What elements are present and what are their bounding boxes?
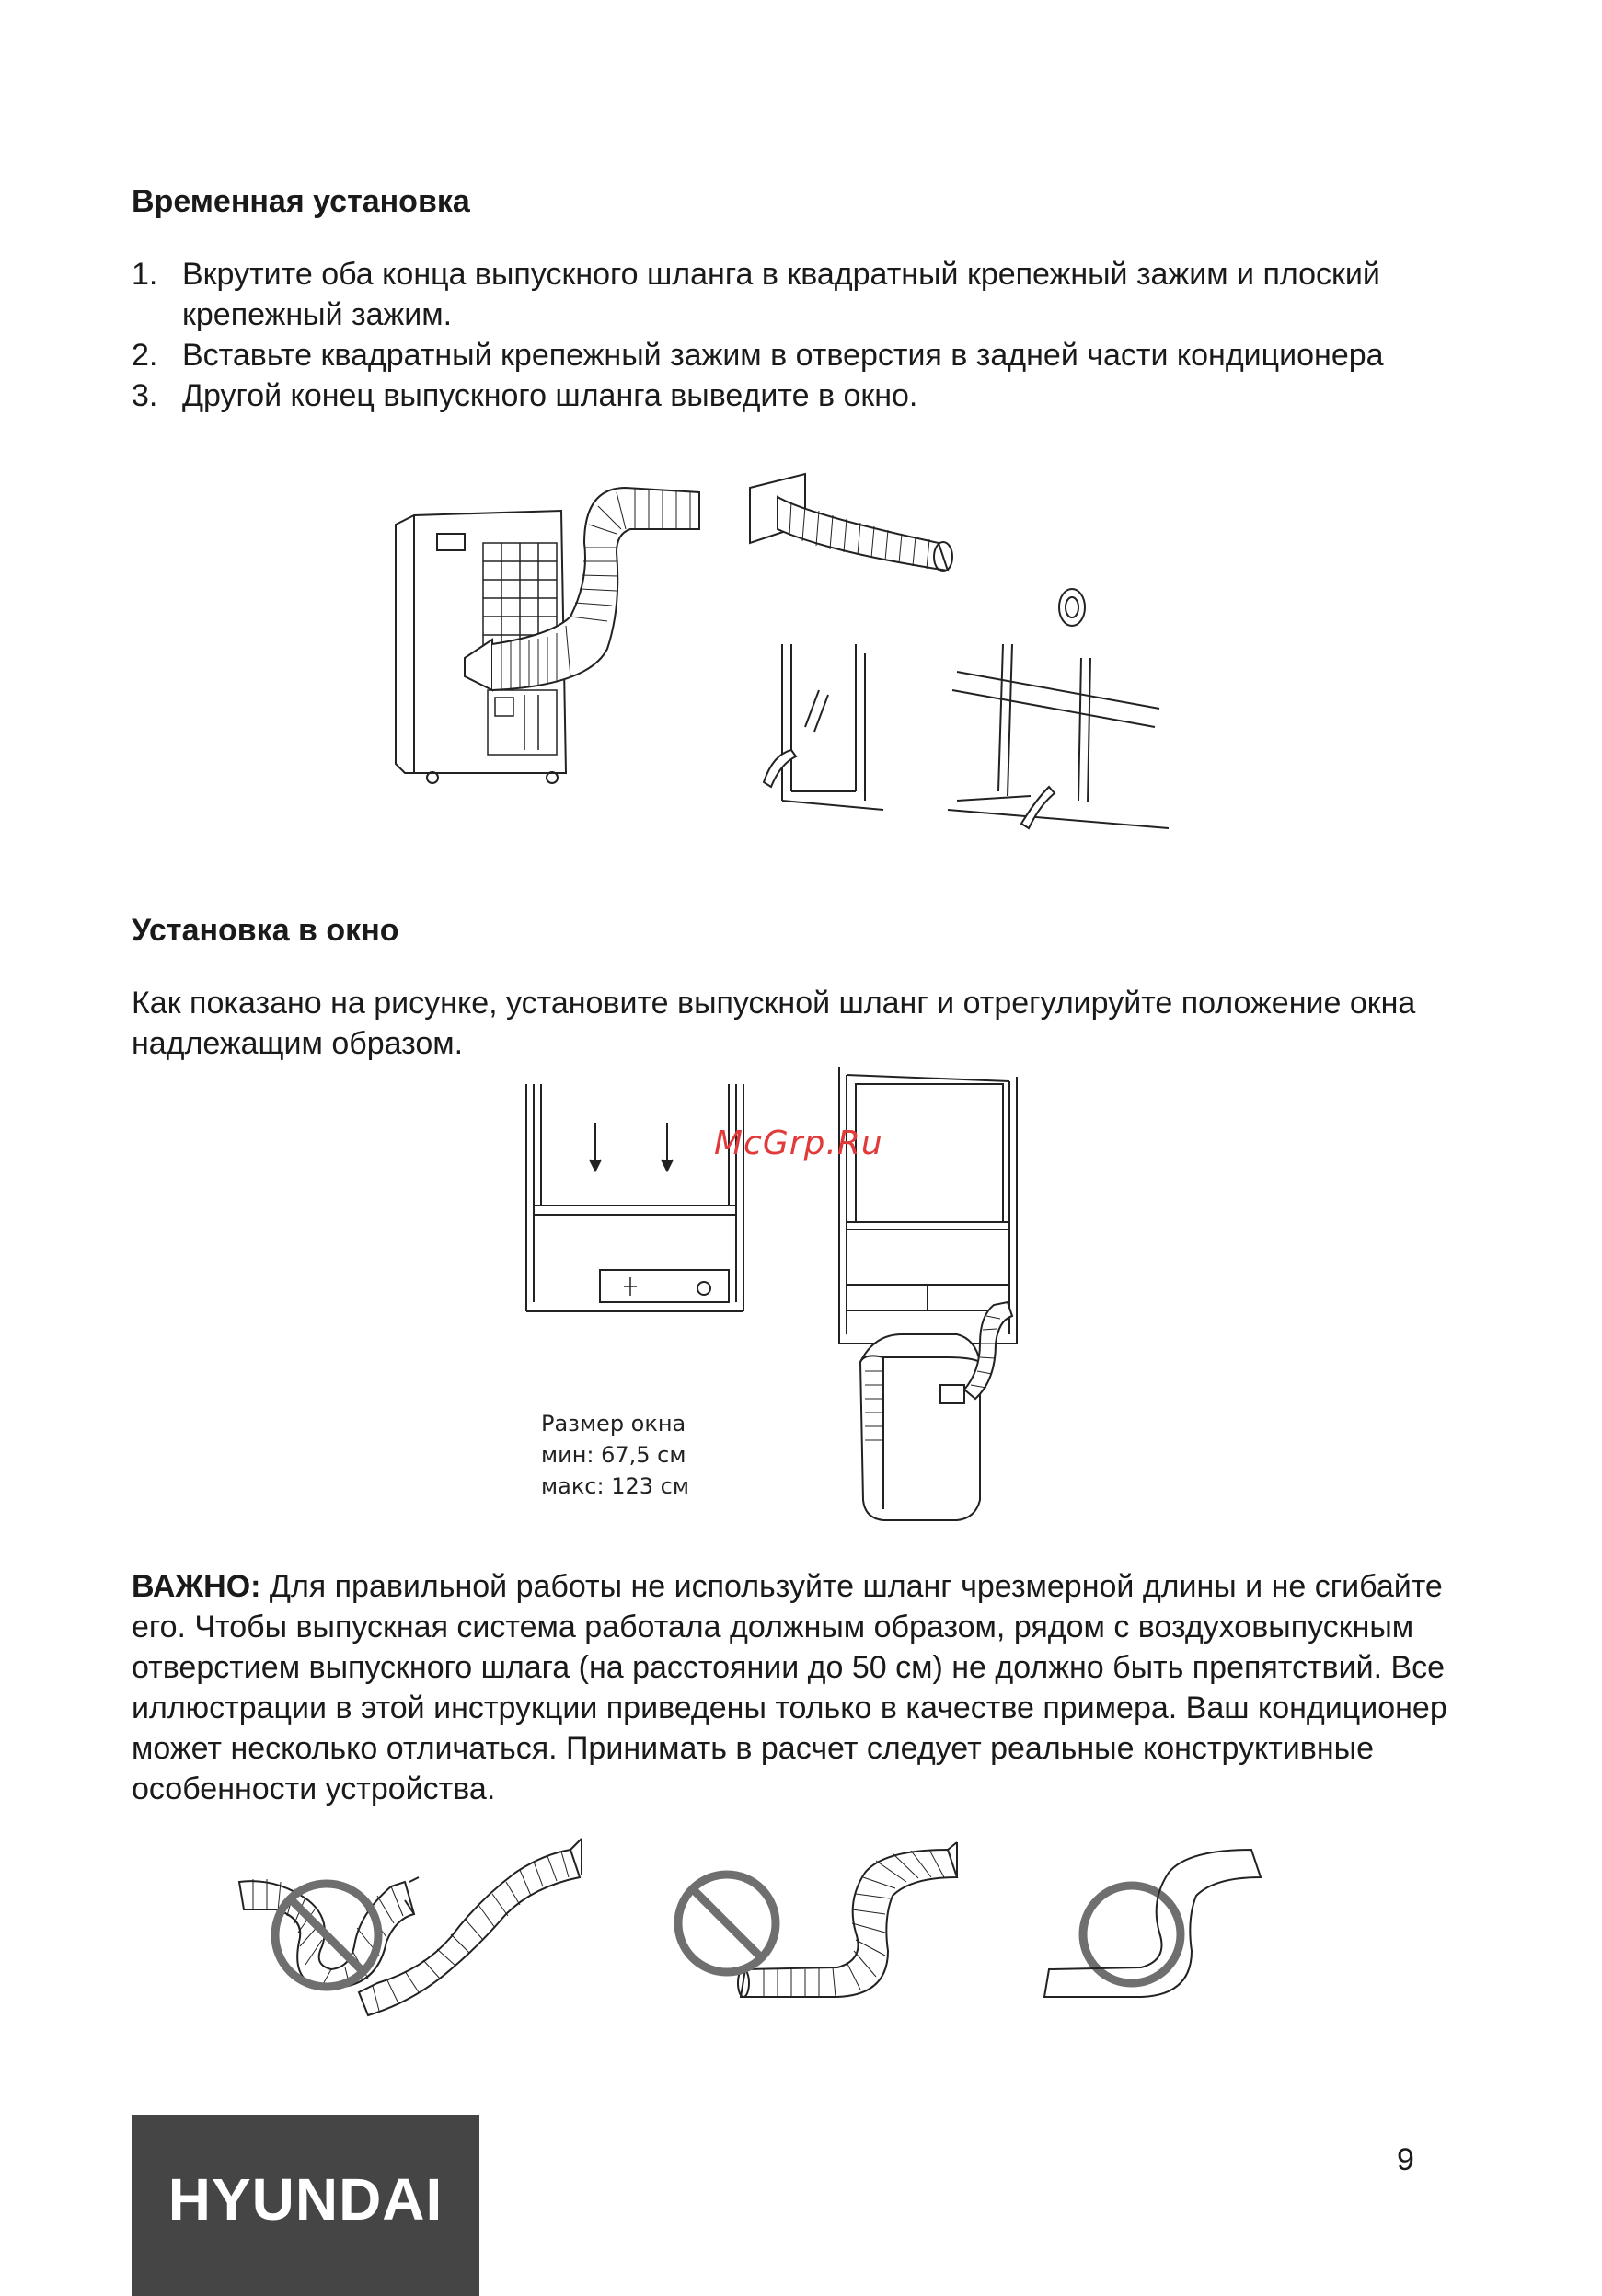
- page-number: 9: [1397, 2142, 1414, 2177]
- temporary-installation-illustration: [386, 460, 1215, 865]
- important-text: Для правильной работы не используйте шланг чрезмерной длины и не сгибайте его. Чтобы выпускная система работала должным образом, рядом с воздуховыпускным отверстием выпускного шлага (на расстоянии до 50 см) не должно быть препятствий. Все иллюстрации в этой инструкции приведены только в качестве примера. Ваш кондиционер может несколько отличаться. Принимать в расчет следует реальные конструктивные особенности устройства.: [132, 1569, 1447, 1806]
- window-size-caption: [541, 1408, 689, 1502]
- section-title-window-installation: Установка в окно: [132, 913, 399, 948]
- list-item: [132, 335, 1493, 375]
- brand-logo: [132, 2115, 479, 2296]
- list-item: [132, 375, 1493, 416]
- caption-line: мин: 67,5 см: [541, 1442, 686, 1468]
- section-title-temporary-installation: Временная установка: [132, 184, 470, 219]
- step-text: Вставьте квадратный крепежный зажим в отверстия в задней части кондиционера: [182, 338, 1384, 373]
- important-note: [132, 1566, 1475, 1809]
- window-installation-intro: Как показано на рисунке, установите выпускной шланг и отрегулируйте положение окна надлежащим образом.: [132, 986, 1416, 1061]
- step-text: Вкрутите оба конца выпускного шланга в квадратный крепежный зажим и плоский крепежный зажим.: [182, 257, 1380, 332]
- step-number: 1.: [132, 257, 158, 292]
- hose-bending-illustration: [221, 1831, 1297, 2052]
- brand-logo-text: HYUNDAI: [167, 2165, 444, 2233]
- list-item: [132, 254, 1493, 335]
- installation-steps-list: [132, 254, 1493, 416]
- caption-line: Размер окна: [541, 1411, 686, 1436]
- step-text: Другой конец выпускного шланга выведите в окно.: [182, 378, 918, 413]
- step-number: 2.: [132, 338, 158, 373]
- step-number: 3.: [132, 378, 158, 413]
- watermark-text: McGrp.Ru: [714, 1125, 883, 1162]
- important-label: ВАЖНО:: [132, 1569, 261, 1604]
- caption-line: макс: 123 см: [541, 1473, 689, 1499]
